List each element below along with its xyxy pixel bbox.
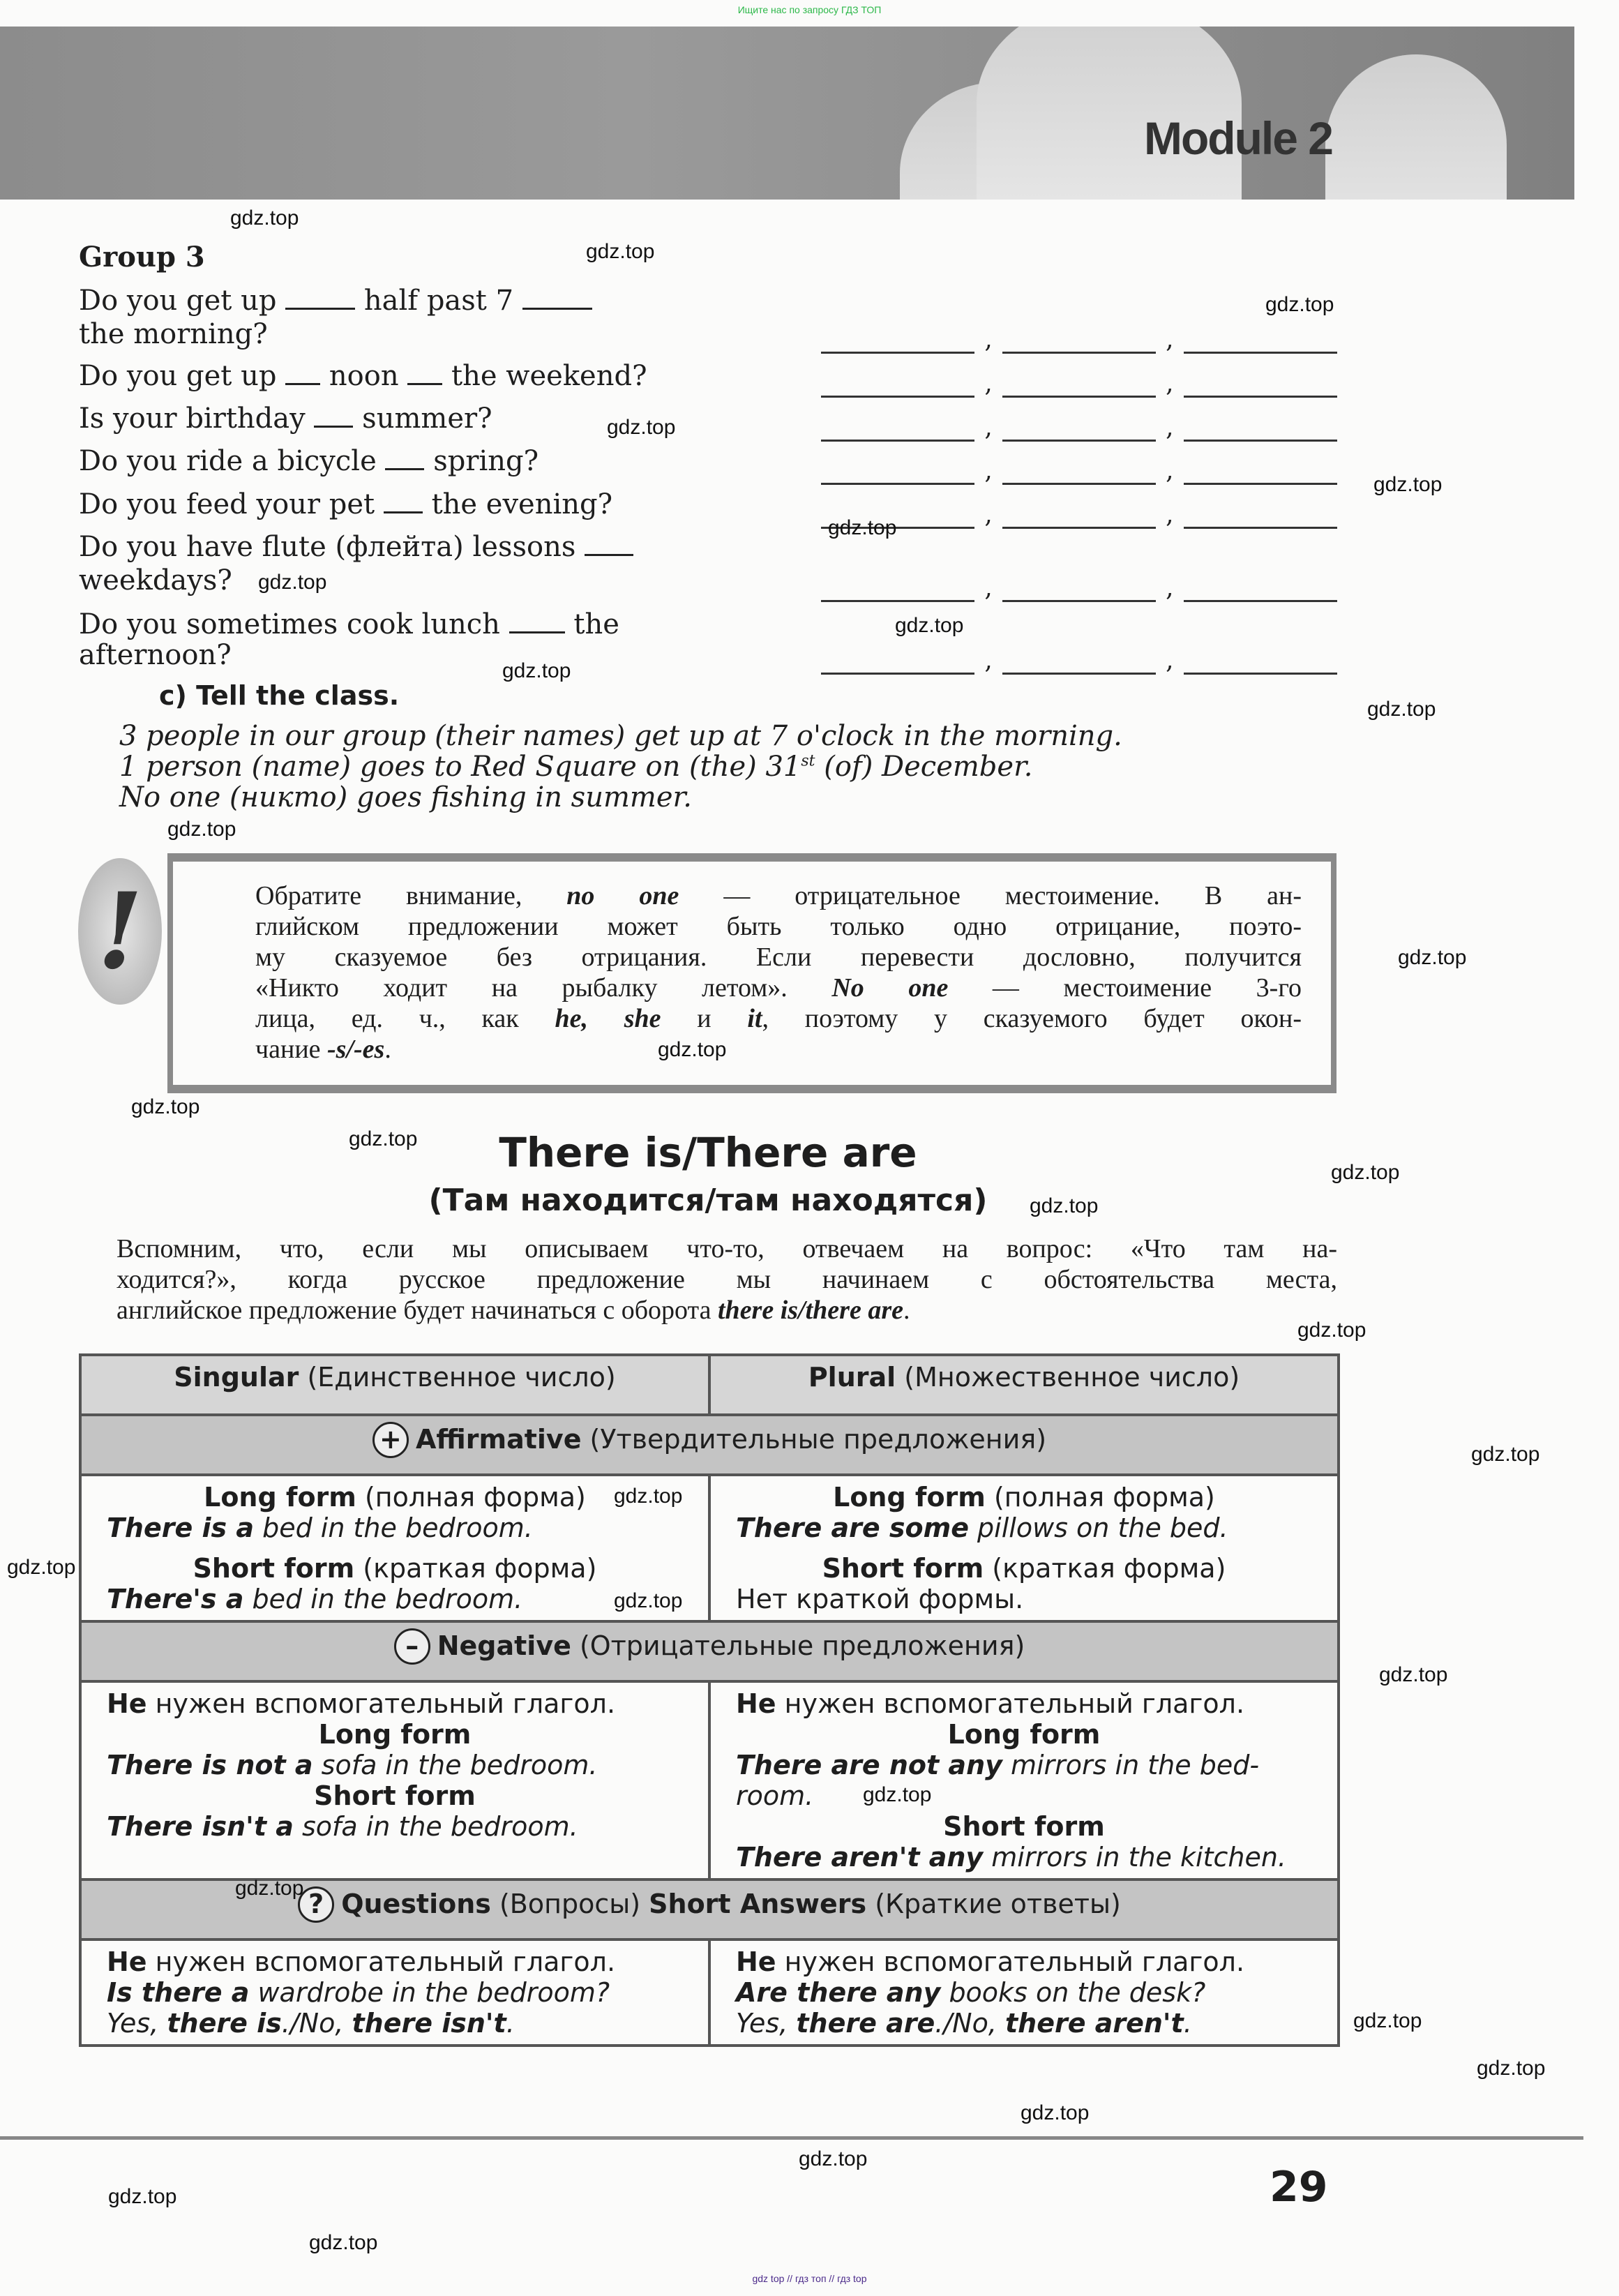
watermark: gdz.top bbox=[658, 1038, 727, 1061]
watermark: gdz.top bbox=[167, 818, 236, 841]
section-title: There is/There are bbox=[499, 1129, 917, 1176]
watermark: gdz.top bbox=[1331, 1161, 1400, 1184]
exclamation-icon: ! bbox=[78, 858, 162, 1005]
group-heading: Group 3 bbox=[79, 241, 205, 273]
answer-blanks[interactable]: , , bbox=[821, 325, 1337, 354]
grammar-table bbox=[79, 1353, 1340, 2047]
negative-section-header: – Negative (Отрицательные предложения) bbox=[80, 1621, 1339, 1681]
watermark: gdz.top bbox=[614, 1485, 683, 1508]
question-circle-icon: ? bbox=[298, 1886, 334, 1923]
q-text: spring? bbox=[433, 445, 539, 477]
watermark: gdz.top bbox=[1477, 2057, 1546, 2080]
questions-section-header: ? Questions (Вопросы) Short Answers (Краткие ответы) bbox=[80, 1879, 1339, 1939]
question-line bbox=[79, 360, 647, 392]
answer-blanks[interactable]: , , bbox=[821, 500, 1337, 529]
note-line: «Никто ходит на рыбалку летом». No one — местоимение 3-го bbox=[255, 973, 1302, 1003]
q-text: Do you have flute (флейта) lessons bbox=[79, 531, 585, 563]
blank[interactable] bbox=[385, 447, 424, 470]
affirmative-plural-cell: Long form (полная форма) There are some pillows on the bed. Short form (краткая форма) Нет краткой формы. bbox=[709, 1475, 1339, 1621]
negative-singular-cell: He нужен вспомогательный глагол. Long form There is not a sofa in the bedroom. Short form There isn't a sofa in the bedroom. bbox=[80, 1681, 709, 1879]
questions-plural-cell: He нужен вспомогательный глагол. Are there any books on the desk? Yes, there are./No, there aren't. bbox=[709, 1939, 1339, 2046]
watermark: gdz.top bbox=[1297, 1319, 1366, 1342]
q-text: Do you get up bbox=[79, 360, 286, 392]
note-line: чание -s/-es. bbox=[255, 1035, 391, 1064]
answer-blanks[interactable]: , , bbox=[821, 369, 1337, 398]
note-line: му сказуемое без отрицания. Если перевести дословно, получится bbox=[255, 943, 1302, 972]
q-text: half past 7 bbox=[363, 285, 522, 317]
question-line bbox=[79, 531, 633, 563]
q-text: noon bbox=[329, 360, 408, 392]
q-text: Do you feed your pet bbox=[79, 488, 384, 520]
plus-circle-icon: + bbox=[372, 1422, 409, 1458]
q-text: Do you sometimes cook lunch bbox=[79, 608, 509, 640]
blank[interactable] bbox=[522, 287, 592, 310]
module-title: Module 2 bbox=[1144, 112, 1333, 164]
question-line bbox=[79, 403, 492, 435]
page-number: 29 bbox=[1270, 2163, 1328, 2212]
q-text: the weekend? bbox=[451, 360, 647, 392]
blank[interactable] bbox=[509, 610, 565, 633]
watermark: gdz.top bbox=[1367, 698, 1436, 721]
question-line bbox=[79, 285, 592, 317]
q-text: the evening? bbox=[431, 488, 613, 520]
tell-class-heading: c) Tell the class. bbox=[159, 680, 400, 711]
question-line: the morning? bbox=[79, 318, 268, 350]
watermark: gdz.top bbox=[799, 2147, 868, 2170]
note-line: лица, ед. ч., как he, she и it, поэтому у сказуемого будет окон- bbox=[255, 1004, 1302, 1033]
watermark: gdz.top bbox=[1373, 473, 1443, 496]
watermark: gdz.top bbox=[614, 1589, 683, 1612]
watermark: gdz.top bbox=[895, 614, 964, 637]
watermark: gdz.top bbox=[349, 1127, 418, 1150]
example-line: 3 people in our group (their names) get up at 7 o'clock in the morning. bbox=[119, 720, 1122, 752]
q-text: summer? bbox=[362, 403, 492, 435]
answer-blanks[interactable]: , , bbox=[821, 573, 1337, 602]
affirmative-section-header: + Affirmative (Утвердительные предложения) bbox=[80, 1415, 1339, 1475]
blank[interactable] bbox=[285, 287, 355, 310]
minus-circle-icon: – bbox=[394, 1628, 430, 1665]
q-text: Do you get up bbox=[79, 285, 286, 317]
question-line bbox=[79, 488, 612, 520]
intro-paragraph-line: английское предложение будет начинаться с оборота there is/there are. bbox=[116, 1296, 910, 1325]
watermark: gdz.top bbox=[1471, 1443, 1540, 1466]
note-line: глийском предложении может быть только одно отрицание, поэто- bbox=[255, 912, 1302, 941]
watermark: gdz.top bbox=[131, 1095, 200, 1118]
blank[interactable] bbox=[314, 405, 353, 428]
q-text: Do you ride a bicycle bbox=[79, 445, 386, 477]
watermark: gdz.top bbox=[1379, 1663, 1448, 1686]
module-header-band bbox=[0, 27, 1574, 200]
answer-blanks[interactable]: , , bbox=[821, 646, 1337, 675]
watermark: gdz.top bbox=[1265, 293, 1334, 316]
watermark: gdz.top bbox=[1353, 2009, 1422, 2032]
watermark: gdz.top bbox=[863, 1783, 932, 1806]
bottom-banner[interactable]: gdz top // гдз топ // гдз top bbox=[752, 2273, 867, 2284]
example-line: 1 person (name) goes to Red Square on (the) 31st (of) December. bbox=[119, 751, 1033, 783]
watermark: gdz.top bbox=[108, 2185, 177, 2208]
watermark: gdz.top bbox=[309, 2231, 378, 2254]
footer-divider bbox=[0, 2136, 1583, 2140]
q-text: the bbox=[573, 608, 619, 640]
question-line bbox=[79, 608, 619, 640]
watermark: gdz.top bbox=[235, 1877, 304, 1900]
q-text: Is your birthday bbox=[79, 403, 315, 435]
watermark: gdz.top bbox=[230, 207, 299, 230]
singular-header: Singular (Единственное число) bbox=[80, 1355, 709, 1415]
watermark: gdz.top bbox=[1398, 946, 1467, 969]
blank[interactable] bbox=[285, 362, 320, 385]
petal-decoration bbox=[1325, 54, 1507, 200]
note-line: Обратите внимание, no one — отрицательное местоимение. В ан- bbox=[255, 881, 1302, 910]
watermark: gdz.top bbox=[502, 659, 571, 682]
negative-plural-cell: He нужен вспомогательный глагол. Long form There are not any mirrors in the bed-room. Short form There aren't any mirrors in the kitchen. bbox=[709, 1681, 1339, 1879]
watermark: gdz.top bbox=[828, 516, 897, 539]
watermark: gdz.top bbox=[1021, 2101, 1090, 2124]
watermark: gdz.top bbox=[1030, 1194, 1099, 1217]
intro-paragraph-line: Вспомним, что, если мы описываем что-то, отвечаем на вопрос: «Что там на- bbox=[116, 1234, 1337, 1263]
affirmative-singular-cell: Long form (полная форма) There is a bed in the bedroom. Short form (краткая форма) There's a bed in the bedroom. bbox=[80, 1475, 709, 1621]
example-line: No one (никто) goes fishing in summer. bbox=[119, 781, 692, 813]
blank[interactable] bbox=[384, 490, 423, 513]
intro-paragraph-line: ходится?», когда русское предложение мы начинаем с обстоятельства места, bbox=[116, 1265, 1337, 1294]
blank[interactable] bbox=[407, 362, 442, 385]
question-line: afternoon? bbox=[79, 639, 232, 671]
question-line bbox=[79, 445, 539, 477]
section-subtitle: (Там находится/там находятся) bbox=[428, 1183, 988, 1218]
questions-singular-cell: He нужен вспомогательный глагол. Is there a wardrobe in the bedroom? Yes, there is./No, there isn't. bbox=[80, 1939, 709, 2046]
top-banner[interactable]: Ищите нас по запросу ГДЗ ТОП bbox=[737, 4, 882, 15]
question-line: weekdays? bbox=[79, 564, 232, 596]
answer-blanks[interactable]: , , bbox=[821, 456, 1337, 485]
watermark: gdz.top bbox=[7, 1556, 76, 1579]
watermark: gdz.top bbox=[258, 571, 327, 594]
answer-blanks[interactable]: , , bbox=[821, 413, 1337, 442]
watermark: gdz.top bbox=[586, 240, 655, 263]
watermark: gdz.top bbox=[607, 416, 676, 439]
plural-header: Plural (Множественное число) bbox=[709, 1355, 1339, 1415]
blank[interactable] bbox=[585, 533, 633, 556]
